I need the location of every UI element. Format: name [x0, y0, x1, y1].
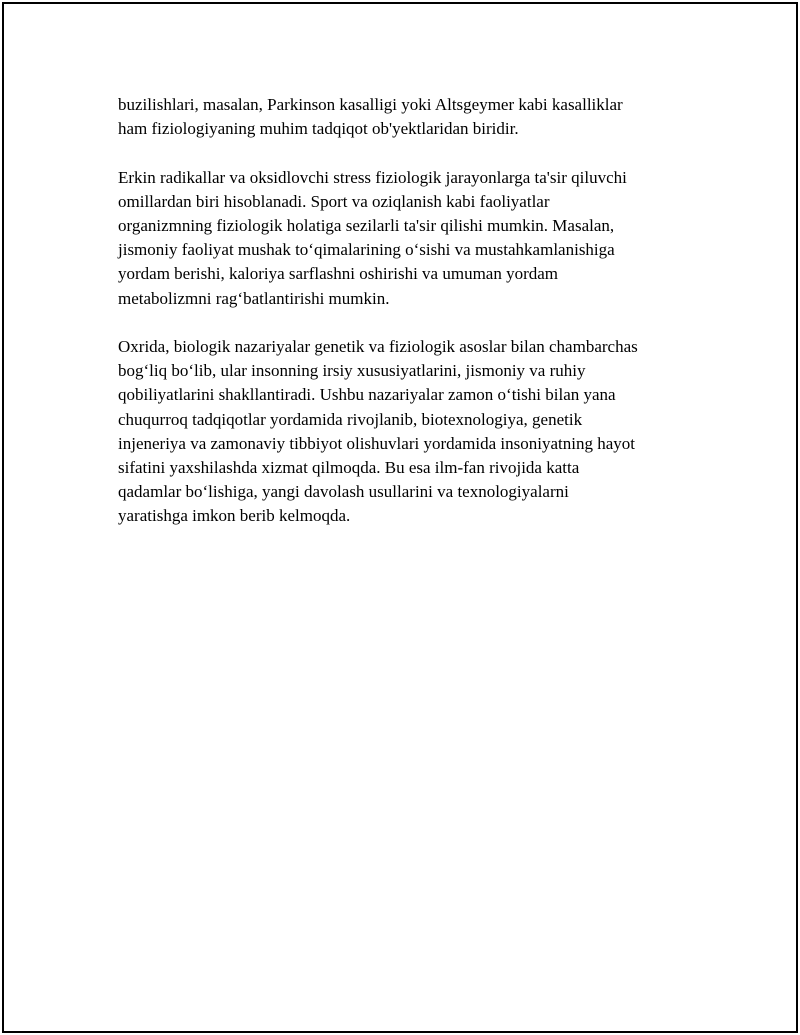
text-line: yordam berishi, kaloriya sarflashni oshirishi va umuman yordam: [118, 264, 559, 284]
text-line: qadamlar bo‘lishiga, yangi davolash usullarini va texnologiyalarni: [118, 482, 569, 502]
text-line: ham fiziologiyaning muhim tadqiqot ob'yektlaridan biridir.: [118, 119, 519, 139]
text-line: omillardan biri hisoblanadi. Sport va oziqlanish kabi faoliyatlar: [118, 191, 550, 211]
text-line: qobiliyatlarini shakllantiradi. Ushbu nazariyalar zamon o‘tishi bilan yana: [118, 385, 616, 405]
text-line: sifatini yaxshilashda xizmat qilmoqda. Bu esa ilm-fan rivojida katta: [118, 458, 580, 478]
document-body: [118, 93, 698, 529]
text-line: organizmning fiziologik holatiga sezilarli ta'sir qilishi mumkin. Masalan,: [118, 216, 615, 235]
text-line: yaratishga imkon berib kelmoqda.: [118, 506, 351, 526]
text-line: Erkin radikallar va oksidlovchi stress fiziologik jarayonlarga ta'sir qiluvchi: [118, 167, 627, 187]
text-line: buzilishlari, masalan, Parkinson kasalligi yoki Altsgeymer kabi kasalliklar: [118, 95, 623, 114]
paragraph: [118, 93, 698, 141]
text-line: injeneriya va zamonaviy tibbiyot olishuvlari yordamida insoniyatning hayot: [118, 433, 635, 453]
text-line: Oxrida, biologik nazariyalar genetik va fiziologik asoslar bilan chambarchas: [118, 337, 638, 356]
text-line: metabolizmni rag‘batlantirishi mumkin.: [118, 288, 390, 308]
paragraph: [118, 166, 698, 311]
text-line: bog‘liq bo‘lib, ular insonning irsiy xususiyatlarini, jismoniy va ruhiy: [118, 361, 586, 381]
paragraph: [118, 335, 698, 529]
text-line: chuqurroq tadqiqotlar yordamida rivojlanib, biotexnologiya, genetik: [118, 409, 583, 429]
text-line: jismoniy faoliyat mushak to‘qimalarining o‘sishi va mustahkamlanishiga: [118, 240, 615, 260]
